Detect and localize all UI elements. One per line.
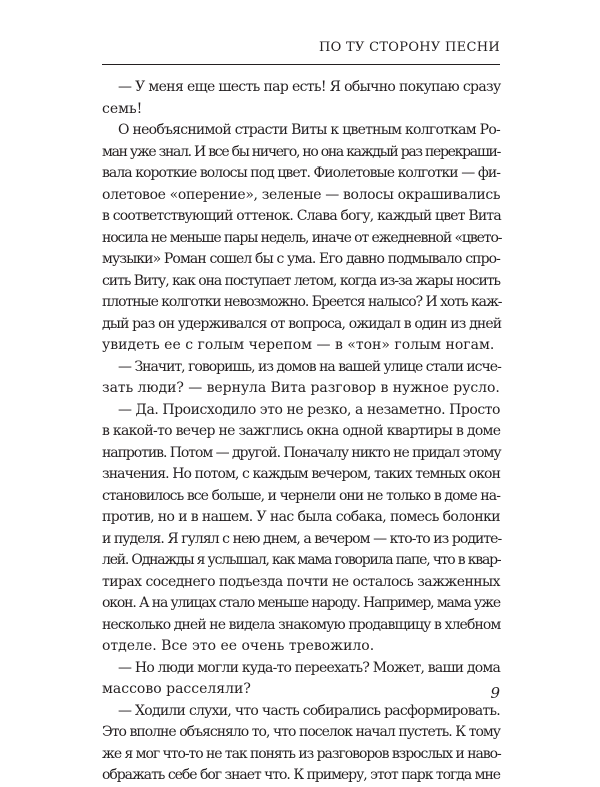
text-line: против, но и в нашем. У нас была собака, помесь болонки — [102, 509, 500, 525]
text-line: музыки» Роман сошел бы с ума. Его давно подмывало спро- — [102, 251, 500, 267]
text-line: и пуделя. Я гулял с нею днем, а вечером — кто-то из родите- — [102, 530, 502, 547]
text-line: лей. Однажды я услышал, как мама говорила папе, что в квар- — [102, 552, 501, 568]
text-line: — Значит, говоришь, из домов на вашей улице стали исче- — [118, 358, 501, 375]
text-line: тирах соседнего подъезда почти не осталось зажженных — [102, 573, 500, 590]
text-line: — Да. Происходило это не резко, а незаметно. Просто — [118, 401, 501, 418]
text-line: сить Виту, как она поступает летом, когда из-за жары носить — [102, 272, 500, 289]
text-line: окон. А на улицах стало меньше народу. Например, мама уже — [102, 595, 500, 611]
text-line: — Но люди могли куда-то переехать? Может, ваши дома — [118, 659, 500, 676]
text-line: становилось все больше, и чернели они не только в доме на- — [102, 487, 500, 504]
text-line: дый раз он удерживался от вопроса, ожидал в один из дней — [102, 315, 502, 332]
text-line: плотные колготки невозможно. Бреется налысо? И хоть каж- — [102, 294, 502, 310]
page-number: 9 — [490, 684, 500, 702]
text-line: напротив. Потом — другой. Поначалу никто не придал этому — [102, 444, 501, 461]
text-line: зать люди? — вернула Вита разговор в нужное русло. — [102, 380, 500, 396]
running-header: ПО ТУ СТОРОНУ ПЕСНИ — [318, 40, 500, 55]
text-line: в какой-то вечер не зажглись окна одной квартиры в доме — [102, 423, 501, 439]
text-line: несколько дней не видела знакомую продавщицу в хлебном — [102, 616, 501, 633]
text-line: в соответствующий оттенок. Слава богу, каждый цвет Вита — [102, 208, 501, 224]
text-line: семь! — [102, 100, 143, 117]
text-line: Это вполне объясняло то, что поселок начал пустеть. К тому — [102, 724, 500, 740]
text-line: вала короткие волосы под цвет. Фиолетовые колготки — фи- — [102, 165, 500, 181]
text-line: — Ходили слухи, что часть собирались расформировать. — [118, 702, 500, 719]
text-line: олетовое «оперение», зеленые — волосы окрашивались — [102, 186, 501, 203]
text-line: значения. Но потом, с каждым вечером, таких темных окон — [102, 466, 501, 482]
text-line: массово расселяли? — [102, 681, 251, 697]
text-line: ман уже знал. И все бы ничего, но она каждый раз перекраши- — [102, 143, 500, 160]
text-line: отделе. Все это ее очень тревожило. — [102, 638, 375, 654]
text-line: — У меня еще шесть пар есть! Я обычно покупаю сразу — [118, 79, 501, 95]
text-line: носила не меньше пары недель, иначе от ежедневной «цвето- — [102, 229, 502, 246]
text-line: ображать себе бог знает что. К примеру, этот парк тогда мне — [102, 767, 500, 783]
header-rule — [102, 64, 500, 65]
text-line: О необъяснимой страсти Виты к цветным колготкам Ро- — [118, 122, 500, 138]
body-text — [102, 77, 500, 787]
text-line: увидеть ее с голым черепом — в «тон» голым ногам. — [102, 337, 495, 353]
text-line: же я мог что-то не так понять из разговоров взрослых и наво- — [102, 745, 501, 762]
